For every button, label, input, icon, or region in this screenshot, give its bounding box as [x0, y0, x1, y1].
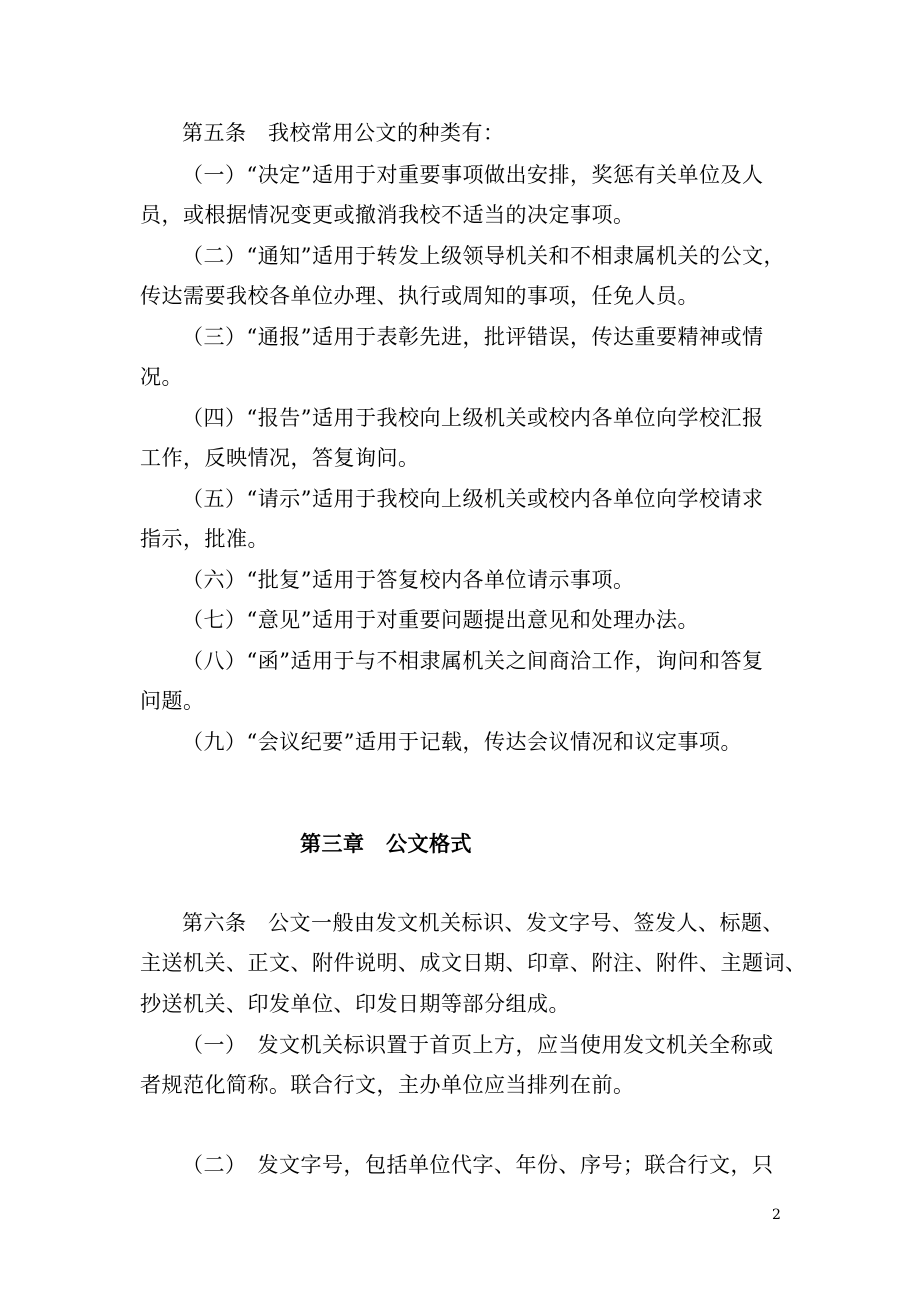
paragraph-line: 员，或根据情况变更或撤消我校不适当的决定事项。: [140, 203, 635, 227]
paragraph-line: 者规范化简称。联合行文，主办单位应当排列在前。: [140, 1073, 635, 1097]
paragraph-line: （八）“函”适用于与不相隶属机关之间商洽工作，询问和答复: [182, 649, 764, 673]
paragraph-line: 指示，批准。: [140, 527, 269, 551]
paragraph-line: （一） 发文机关标识置于首页上方，应当使用发文机关全称或: [182, 1033, 774, 1057]
paragraph-line: 抄送机关、印发单位、印发日期等部分组成。: [140, 992, 570, 1016]
paragraph-line: （五）“请示”适用于我校向上级机关或校内各单位向学校请求: [182, 487, 764, 511]
paragraph-line: （七）“意见”适用于对重要问题提出意见和处理办法。: [182, 608, 699, 632]
page-number: 2: [772, 1207, 781, 1223]
paragraph-line: 主送机关、正文、附件说明、成文日期、印章、附注、附件、主题词、: [140, 951, 807, 975]
article-6-line: 第六条 公文一般由发文机关标识、发文字号、签发人、标题、: [182, 911, 784, 935]
paragraph-line: （二）“通知”适用于转发上级领导机关和不相隶属机关的公文，: [182, 244, 785, 268]
paragraph-line: （九）“会议纪要”适用于记载，传达会议情况和议定事项。: [182, 730, 742, 754]
paragraph-line: 况。: [140, 365, 183, 389]
paragraph-line: （四）“报告”适用于我校向上级机关或校内各单位向学校汇报: [182, 406, 764, 430]
paragraph-line: （一）“决定”适用于对重要事项做出安排，奖惩有关单位及人: [182, 163, 764, 187]
paragraph-line: 问题。: [140, 689, 205, 713]
chapter-3-heading: 第三章 公文格式: [300, 832, 472, 856]
article-5-heading: 第五条 我校常用公文的种类有：: [182, 121, 505, 145]
paragraph-line: 工作，反映情况，答复询问。: [140, 446, 420, 470]
paragraph-line: 传达需要我校各单位办理、执行或周知的事项，任免人员。: [140, 284, 699, 308]
paragraph-line: （六）“批复”适用于答复校内各单位请示事项。: [182, 568, 635, 592]
paragraph-line: （三）“通报”适用于表彰先进，批评错误，传达重要精神或情: [182, 325, 764, 349]
paragraph-line: （二） 发文字号，包括单位代字、年份、序号；联合行文，只: [182, 1153, 774, 1177]
